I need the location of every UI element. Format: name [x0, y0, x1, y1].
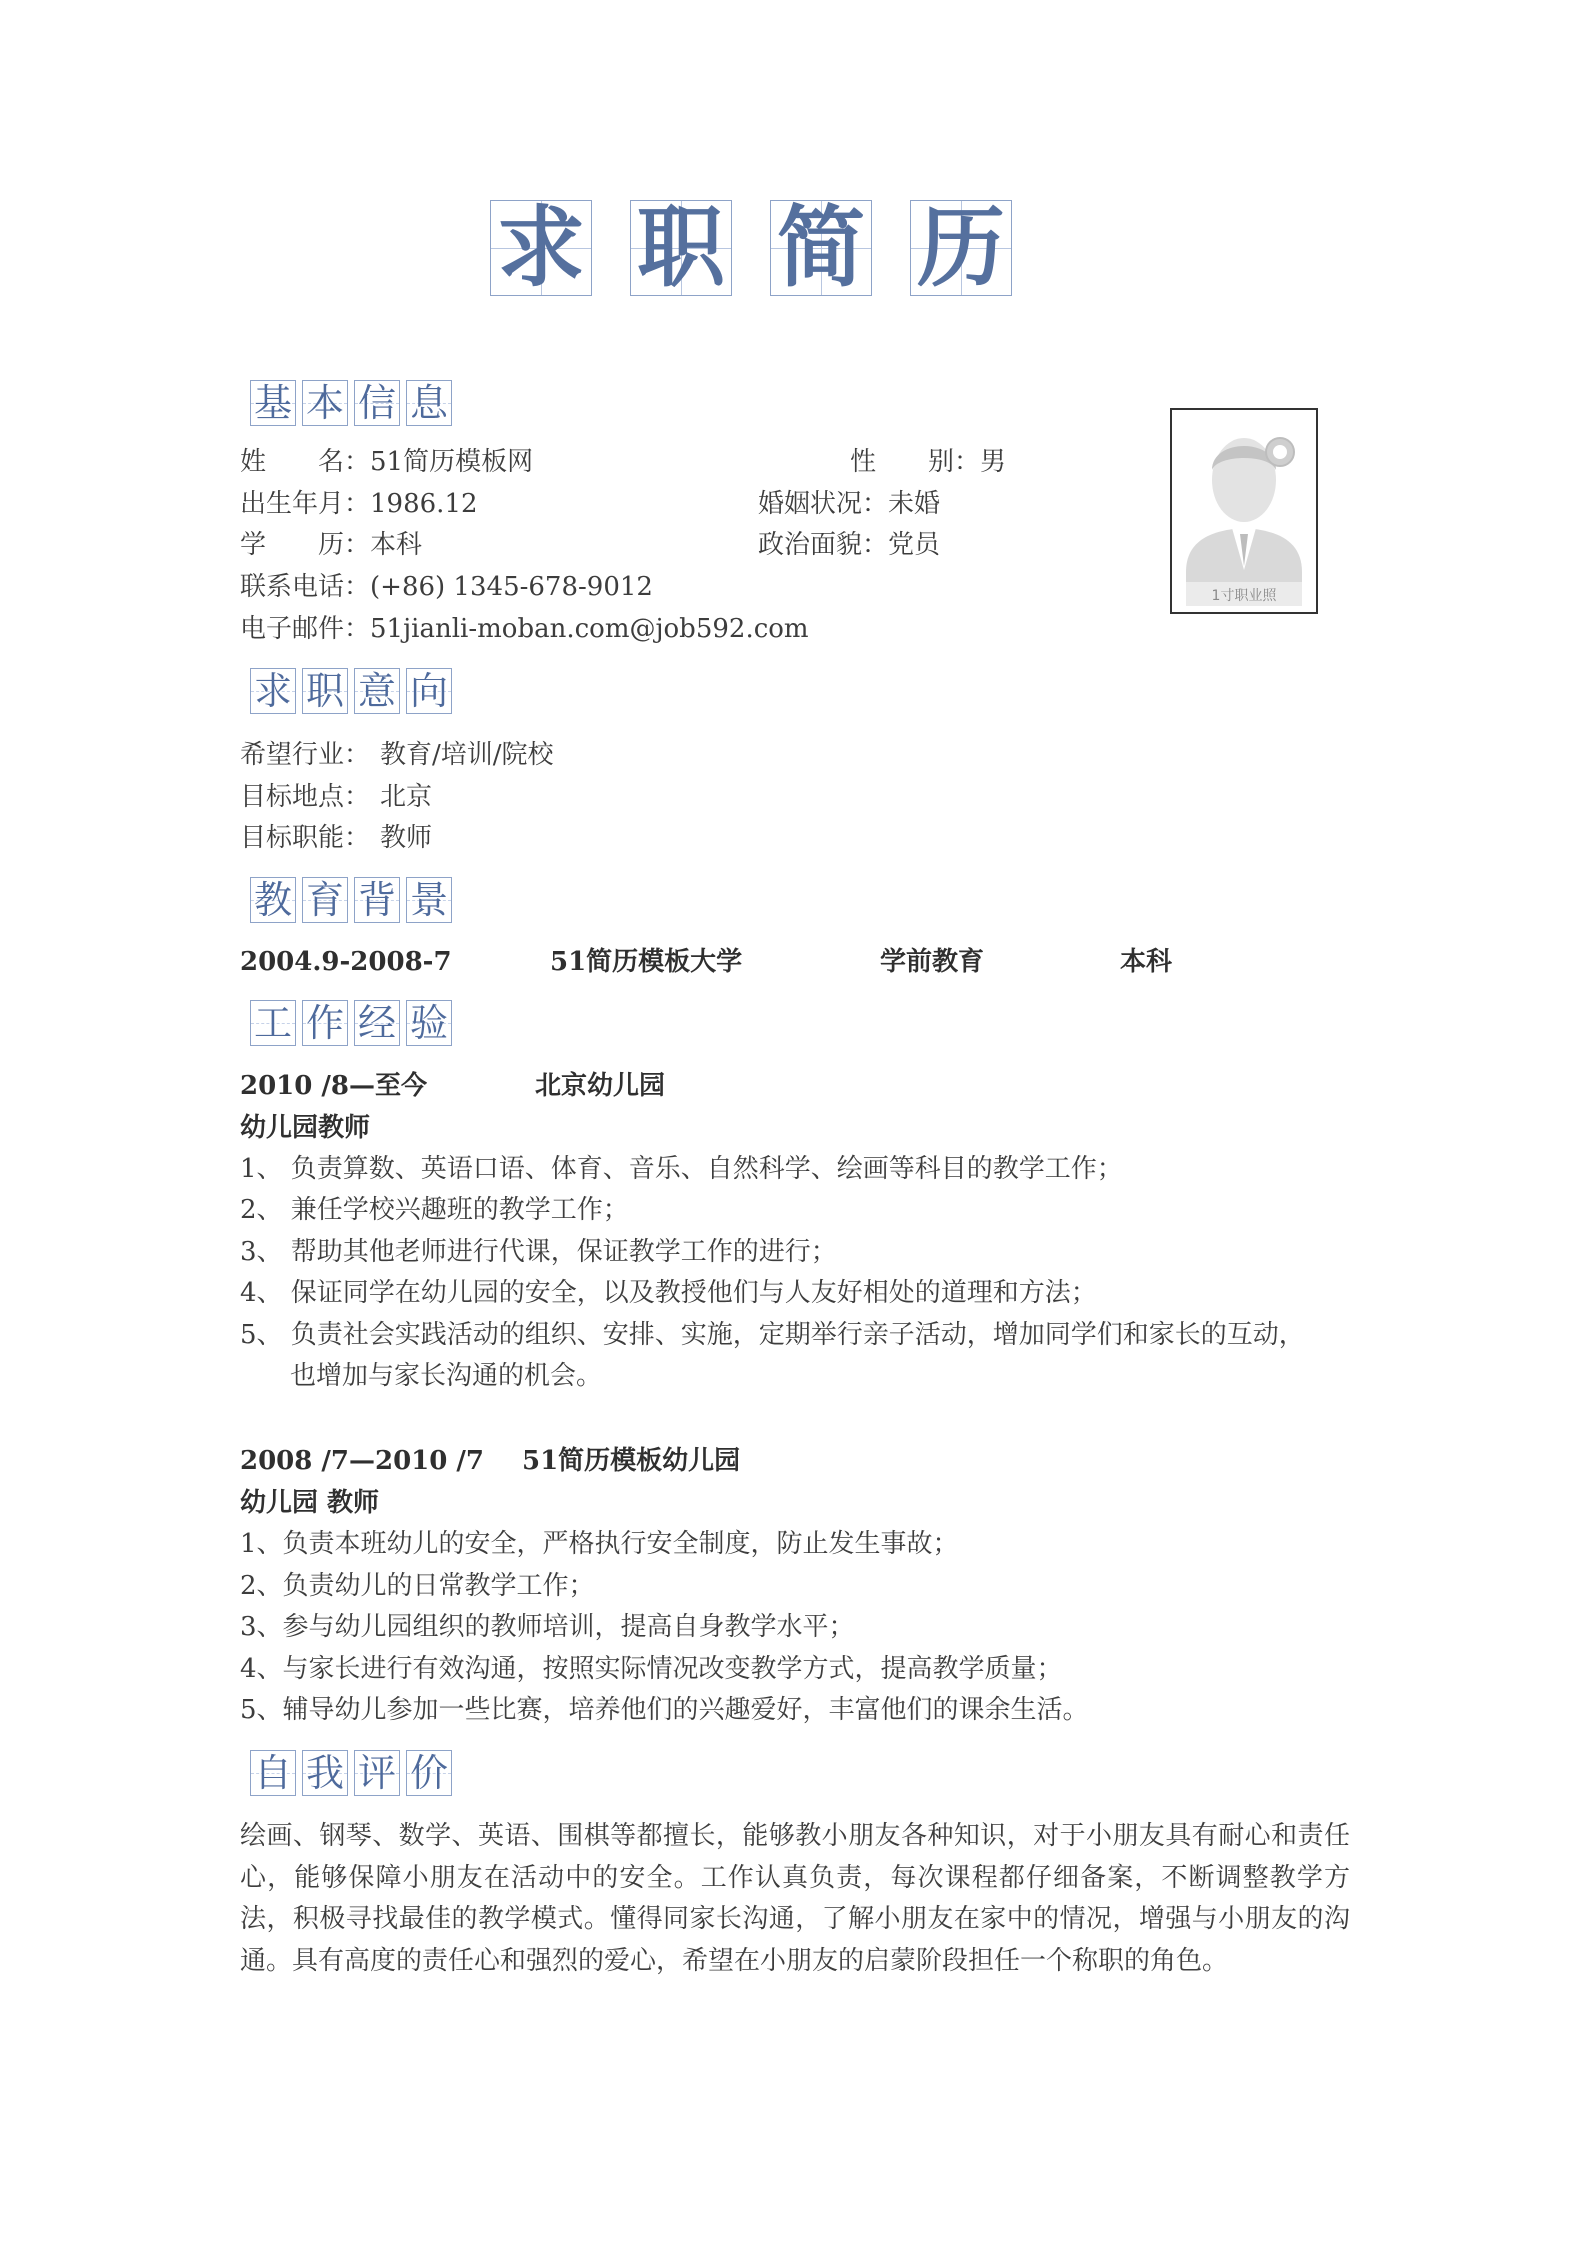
self-evaluation-text: 绘画、钢琴、数学、英语、围棋等都擅长，能够教小朋友各种知识，对于小朋友具有耐心和责任心，能够保障小朋友在活动中的安全。工作认真负责，每次课程都仔细备案，不断调整教学方法，积极寻找最佳的教学模式。懂得同家长沟通，了解小朋友在家中的情况，增强与小朋友的沟通。具有高度的责任心和强烈的爱心，希望在小朋友的启蒙阶段担任一个称职的角色。 [240, 1821, 1350, 1976]
photo-caption: 1寸职业照 [1211, 588, 1277, 604]
education-school: 51简历模板大学 [550, 947, 743, 977]
section-heading-education [250, 877, 452, 923]
education-major: 学前教育 [880, 947, 985, 977]
gender-row: 性 别：男 [850, 447, 1007, 477]
marital-row: 婚姻状况：未婚 [758, 489, 941, 519]
job-period: 2008 /7—2010 /7 [240, 1446, 485, 1476]
duty-item: 3、 帮助其他老师进行代课，保证教学工作的进行； [240, 1237, 837, 1267]
duty-item: 4、与家长进行有效沟通，按照实际情况改变教学方式，提高教学质量； [240, 1654, 1063, 1684]
phone-value: (+86) 1345-678-9012 [370, 572, 653, 602]
name-row: 姓 名：51简历模板网 [240, 447, 534, 477]
section-heading-work-experience [250, 1000, 452, 1046]
avatar-placeholder-icon [1172, 410, 1316, 612]
gender-value: 男 [980, 447, 1007, 477]
duty-item: 3、参与幼儿园组织的教师培训，提高自身教学水平； [240, 1612, 855, 1642]
heading-char: 意 [354, 668, 400, 714]
birth-row: 出生年月：1986.12 [240, 489, 478, 519]
profile-photo [1170, 408, 1318, 614]
email-value: 51jianli-moban.com@job592.com [370, 614, 809, 644]
degree-row: 学 历：本科 [240, 530, 423, 560]
section-heading-job-intent [250, 668, 452, 714]
education-period: 2004.9-2008-7 [240, 947, 452, 977]
heading-char: 求 [250, 668, 296, 714]
heading-char: 评 [354, 1750, 400, 1796]
heading-char: 我 [302, 1750, 348, 1796]
duty-item: 5、辅导幼儿参加一些比赛，培养他们的兴趣爱好，丰富他们的课余生活。 [240, 1695, 1089, 1725]
birth-value: 1986.12 [370, 489, 478, 519]
duty-item-continued: 也增加与家长沟通的机会。 [290, 1361, 603, 1391]
heading-char: 基 [250, 380, 296, 426]
industry-row: 希望行业： 教育/培训/院校 [240, 740, 554, 770]
title-char: 历 [910, 200, 1012, 296]
title-char: 简 [770, 200, 872, 296]
section-heading-self-evaluation [250, 1750, 452, 1796]
heading-char: 作 [302, 1000, 348, 1046]
title-char: 求 [490, 200, 592, 296]
location-row: 目标地点： 北京 [240, 782, 433, 812]
heading-char: 价 [406, 1750, 452, 1796]
role-row: 目标职能： 教师 [240, 823, 433, 853]
job-position: 幼儿园教师 [240, 1113, 371, 1143]
duty-item: 5、 负责社会实践活动的组织、安排、实施，定期举行亲子活动，增加同学们和家长的互动， [240, 1320, 1305, 1350]
heading-char: 自 [250, 1750, 296, 1796]
heading-char: 教 [250, 877, 296, 923]
role-value: 教师 [380, 823, 433, 853]
heading-char: 育 [302, 877, 348, 923]
heading-char: 息 [406, 380, 452, 426]
heading-char: 信 [354, 380, 400, 426]
resume-title [490, 196, 1012, 299]
duty-item: 1、负责本班幼儿的安全，严格执行安全制度，防止发生事故； [240, 1529, 959, 1559]
email-row: 电子邮件：51jianli-moban.com@job592.com [240, 614, 809, 644]
heading-char: 向 [406, 668, 452, 714]
phone-row: 联系电话：(+86) 1345-678-9012 [240, 572, 653, 602]
duty-item: 2、负责幼儿的日常教学工作； [240, 1571, 595, 1601]
job-period: 2010 /8—至今 [240, 1071, 428, 1101]
marital-value: 未婚 [888, 489, 941, 519]
job-company: 51简历模板幼儿园 [522, 1446, 741, 1476]
job-position: 幼儿园 教师 [240, 1488, 380, 1518]
heading-char: 职 [302, 668, 348, 714]
heading-char: 经 [354, 1000, 400, 1046]
heading-char: 背 [354, 877, 400, 923]
duty-item: 4、 保证同学在幼儿园的安全，以及教授他们与人友好相处的道理和方法； [240, 1278, 1097, 1308]
heading-char: 验 [406, 1000, 452, 1046]
title-char: 职 [630, 200, 732, 296]
location-value: 北京 [380, 782, 433, 812]
duty-item: 1、 负责算数、英语口语、体育、音乐、自然科学、绘画等科目的教学工作； [240, 1154, 1123, 1184]
heading-char: 景 [406, 877, 452, 923]
degree-value: 本科 [370, 530, 423, 560]
name-value: 51简历模板网 [370, 447, 534, 477]
duty-item: 2、 兼任学校兴趣班的教学工作； [240, 1195, 629, 1225]
heading-char: 工 [250, 1000, 296, 1046]
politics-value: 党员 [888, 530, 941, 560]
industry-value: 教育/培训/院校 [380, 740, 554, 770]
education-degree: 本科 [1120, 947, 1173, 977]
section-heading-basic-info [250, 380, 452, 426]
job-company: 北京幼儿园 [535, 1071, 666, 1101]
politics-row: 政治面貌：党员 [758, 530, 941, 560]
heading-char: 本 [302, 380, 348, 426]
